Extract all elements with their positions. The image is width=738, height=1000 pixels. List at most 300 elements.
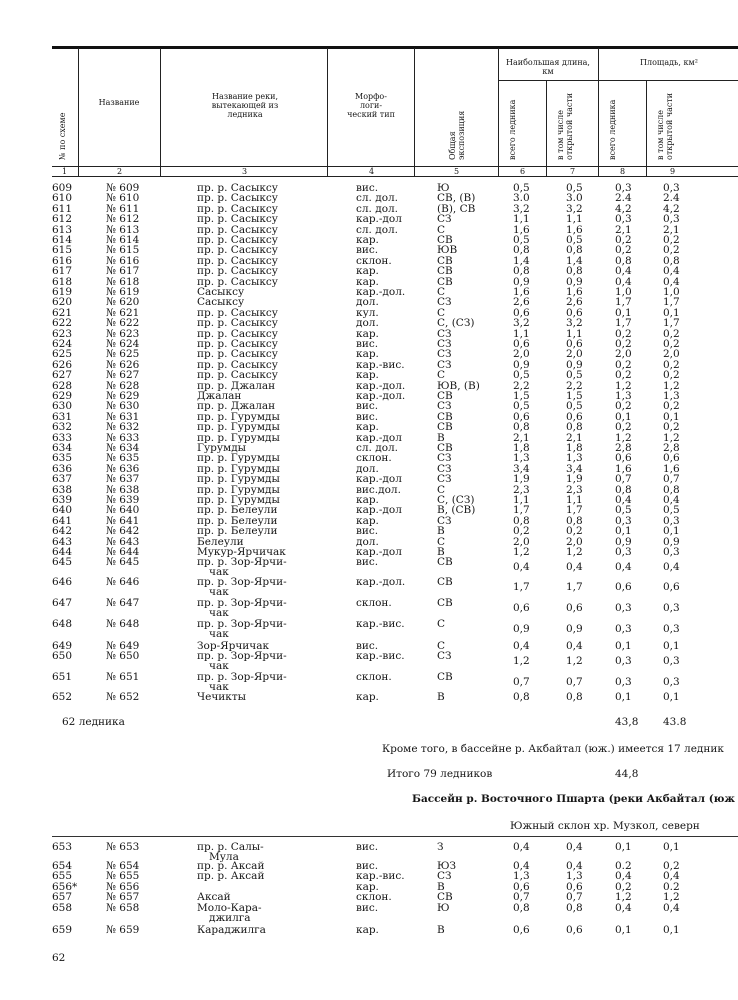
area-open: 0,1	[663, 691, 680, 703]
river-name-line: пр. р. Сасыксу	[197, 213, 278, 225]
row-number: 655	[52, 870, 73, 882]
length-open: 2,1	[566, 432, 583, 444]
glacier-name: № 657	[106, 891, 140, 903]
colnum-6: 6	[520, 167, 526, 176]
length-open: 1,7	[566, 504, 583, 516]
exposure: В	[437, 525, 445, 537]
row-number: 617	[52, 265, 73, 277]
river-name	[197, 318, 278, 328]
river-name-line: пр. р. Гурумды	[197, 421, 280, 433]
morph-type: дол.	[356, 536, 379, 548]
area-open: 0,2	[663, 244, 680, 256]
area-total: 0,6	[615, 452, 632, 464]
area-total: 0,1	[615, 525, 632, 537]
area-open: 0,7	[663, 473, 680, 485]
area-open: 0,1	[663, 307, 680, 319]
area-total: 0,4	[615, 902, 632, 914]
colnum-3: 3	[242, 167, 248, 176]
area-total: 0,2	[615, 328, 632, 340]
glacier-name: № 647	[106, 597, 140, 609]
river-name-line: пр. р. Зор-Ярчи-	[197, 576, 287, 588]
length-total: 1,6	[513, 286, 530, 298]
river-name	[197, 401, 275, 411]
length-total: 2,0	[513, 348, 530, 360]
length-total: 0,5	[513, 234, 530, 246]
basin-note: Кроме того, в бассейне р. Акбайтал (юж.) имеется 17 ледник	[382, 743, 724, 755]
length-open: 0,8	[566, 421, 583, 433]
river-name-line: пр. р. Аксай	[197, 870, 265, 882]
exposure: СЗ	[437, 348, 452, 360]
area-open: 2,1	[663, 224, 680, 236]
length-total: 2,3	[513, 484, 530, 496]
glacier-name: № 628	[106, 380, 140, 392]
area-open: 0,8	[663, 255, 680, 267]
area-total: 0,3	[615, 182, 632, 194]
glacier-name: № 653	[106, 841, 140, 853]
river-name-continuation: чак	[209, 628, 229, 640]
morph-type: кар.-дол	[356, 213, 402, 225]
exposure: З	[437, 841, 444, 853]
river-name-line: пр. р. Сасыксу	[197, 203, 278, 215]
glacier-name: № 655	[106, 870, 140, 882]
area-open: 0,1	[663, 411, 680, 423]
grand-total-label: Итого 79 ледников	[387, 768, 493, 780]
row-number: 652	[52, 691, 73, 703]
area-open: 0,1	[663, 525, 680, 537]
river-name-line: пр. р. Зор-Ярчи-	[197, 671, 287, 683]
length-total: 1,8	[513, 442, 530, 454]
col-divider	[414, 48, 415, 176]
area-total: 0,3	[615, 676, 632, 688]
river-name-continuation: чак	[209, 566, 229, 578]
row-number: 648	[52, 618, 73, 630]
river-name-line: пр. р. Сасыксу	[197, 265, 278, 277]
river-name	[197, 598, 287, 618]
area-total: 0,1	[615, 307, 632, 319]
area-open: 1,2	[663, 432, 680, 444]
length-open: 3,2	[566, 317, 583, 329]
length-total: 0,5	[513, 182, 530, 194]
length-open: 2,0	[566, 536, 583, 548]
morph-type: кар.	[356, 348, 379, 360]
row-number: 637	[52, 473, 73, 485]
river-name-line: Гурумды	[197, 442, 247, 454]
row-number: 629	[52, 390, 73, 402]
river-name-line: пр. р. Сасыксу	[197, 307, 278, 319]
length-open: 3.0	[566, 192, 583, 204]
section-title: Бассейн р. Восточного Пшарта (реки Акбайтал (юж	[412, 793, 736, 805]
area-open: 0,4	[663, 902, 680, 914]
river-name-continuation: чак	[209, 586, 229, 598]
area-open: 0,4	[663, 265, 680, 277]
river-name-line: пр. р. Сасыксу	[197, 224, 278, 236]
exposure: СВ	[437, 234, 453, 246]
exposure: СВ	[437, 390, 453, 402]
row-number: 639	[52, 494, 73, 506]
length-open: 0,9	[566, 359, 583, 371]
glacier-name: № 638	[106, 484, 140, 496]
glacier-name: № 643	[106, 536, 140, 548]
morph-type: дол.	[356, 317, 379, 329]
row-number: 649	[52, 640, 73, 652]
area-total: 0,4	[615, 870, 632, 882]
header-name: Название	[98, 98, 140, 107]
morph-type: вис.	[356, 860, 379, 872]
morph-type: кар.	[356, 881, 379, 893]
row-number: 616	[52, 255, 73, 267]
glacier-name: № 631	[106, 411, 140, 423]
length-open: 0,6	[566, 338, 583, 350]
exposure: СВ	[437, 255, 453, 267]
section-subtitle: Южный склон хр. Музкол, северн	[510, 820, 700, 832]
row-number: 644	[52, 546, 73, 558]
morph-type: склон.	[356, 891, 392, 903]
col-divider	[160, 48, 161, 176]
grand-total-value: 44,8	[615, 768, 639, 780]
area-total: 0,2	[615, 881, 632, 893]
morph-type: сл. дол.	[356, 442, 399, 454]
river-name	[197, 871, 264, 881]
area-open: 0,3	[663, 182, 680, 194]
area-total: 1,2	[615, 380, 632, 392]
exposure: СЗ	[437, 515, 452, 527]
page-number: 62	[52, 952, 66, 964]
area-total: 0,3	[615, 655, 632, 667]
exposure: С	[437, 307, 446, 319]
header-length-open: в том числе открытой части	[556, 92, 574, 160]
length-total: 0,6	[513, 881, 530, 893]
row-number: 650	[52, 650, 73, 662]
exposure: СЗ	[437, 328, 452, 340]
length-total: 2,0	[513, 536, 530, 548]
length-total: 2,2	[513, 380, 530, 392]
glacier-name: № 634	[106, 442, 140, 454]
area-total: 0,4	[615, 561, 632, 573]
area-open: 1,0	[663, 286, 680, 298]
area-open: 0,3	[663, 623, 680, 635]
exposure: ЮЗ	[437, 860, 457, 872]
length-open: 0,6	[566, 411, 583, 423]
river-name-line: Сасыксу	[197, 286, 245, 298]
river-name-line: пр. р. Зор-Ярчи-	[197, 556, 287, 568]
river-name-continuation: чак	[209, 681, 229, 693]
glacier-name: № 626	[106, 359, 140, 371]
length-open: 0,8	[566, 515, 583, 527]
area-open: 0,5	[663, 504, 680, 516]
river-name-line: пр. р. Сасыксу	[197, 192, 278, 204]
exposure: С	[437, 224, 446, 236]
river-name	[197, 266, 278, 276]
row-number: 659	[52, 924, 73, 936]
length-open: 0,2	[566, 525, 583, 537]
length-open: 0,8	[566, 265, 583, 277]
length-open: 1,3	[566, 452, 583, 464]
row-number: 657	[52, 891, 73, 903]
length-open: 0,8	[566, 691, 583, 703]
river-name	[197, 297, 244, 307]
morph-type: кар.-дол.	[356, 286, 406, 298]
length-open: 1,3	[566, 870, 583, 882]
river-name-line: Джалан	[197, 390, 242, 402]
area-open: 0,8	[663, 484, 680, 496]
exposure: СВ	[437, 597, 453, 609]
exposure: ЮВ	[437, 244, 458, 256]
row-number: 630	[52, 400, 73, 412]
area-open: 0,2	[663, 338, 680, 350]
glacier-name: № 652	[106, 691, 140, 703]
morph-type: сл. дол.	[356, 192, 399, 204]
morph-type: кар.-дол.	[356, 576, 406, 588]
length-open: 0,8	[566, 244, 583, 256]
exposure: С	[437, 286, 446, 298]
river-name-line: пр. р. Сасыксу	[197, 359, 278, 371]
length-total: 0,5	[513, 400, 530, 412]
river-name-line: пр. р. Белеули	[197, 515, 278, 527]
river-name-line: Моло-Кара-	[197, 902, 262, 914]
header-area-group: Площадь, км²	[640, 58, 698, 67]
area-total: 0,2	[615, 338, 632, 350]
glacier-name: № 609	[106, 182, 140, 194]
row-number: 627	[52, 369, 73, 381]
river-name-line: пр. р. Гурумды	[197, 494, 280, 506]
river-name-line: Зор-Ярчичак	[197, 640, 270, 652]
morph-type: кар.-вис.	[356, 870, 405, 882]
glacier-name: № 632	[106, 421, 140, 433]
exposure: СВ	[437, 671, 453, 683]
length-open: 0,5	[566, 234, 583, 246]
length-total: 1,1	[513, 494, 530, 506]
length-total: 1,5	[513, 390, 530, 402]
exposure: С	[437, 484, 446, 496]
river-name-line: Белеули	[197, 536, 244, 548]
glacier-name: № 656	[106, 881, 140, 893]
glacier-name: № 646	[106, 576, 140, 588]
exposure: В	[437, 881, 445, 893]
morph-type: кар.	[356, 265, 379, 277]
area-total: 2.4	[615, 192, 632, 204]
area-total: 0,6	[615, 581, 632, 593]
total-open-area: 43.8	[663, 716, 687, 728]
glacier-name: № 612	[106, 213, 140, 225]
exposure: В	[437, 691, 445, 703]
river-name-line: пр. р. Джалан	[197, 400, 276, 412]
area-open: 0,6	[663, 581, 680, 593]
length-open: 3,4	[566, 463, 583, 475]
morph-type: кар.-вис.	[356, 650, 405, 662]
length-total: 0,6	[513, 307, 530, 319]
morph-type: кар.	[356, 421, 379, 433]
exposure: СВ	[437, 276, 453, 288]
length-total: 0,6	[513, 411, 530, 423]
exposure: С	[437, 536, 446, 548]
river-name-line: пр. р. Гурумды	[197, 463, 280, 475]
area-total: 0,2	[615, 400, 632, 412]
river-name-line: Сасыксу	[197, 296, 245, 308]
length-total: 3.0	[513, 192, 530, 204]
river-name	[197, 453, 280, 463]
length-total: 0,5	[513, 369, 530, 381]
exposure: СВ	[437, 442, 453, 454]
area-total: 0,2	[615, 369, 632, 381]
glacier-name: № 642	[106, 525, 140, 537]
row-number: 628	[52, 380, 73, 392]
area-total: 0,4	[615, 265, 632, 277]
row-number: 613	[52, 224, 73, 236]
river-name-line: пр. р. Сасыксу	[197, 328, 278, 340]
length-open: 1,2	[566, 655, 583, 667]
area-open: 1,2	[663, 891, 680, 903]
length-total: 0,6	[513, 924, 530, 936]
length-open: 0,8	[566, 902, 583, 914]
morph-type: вис.	[356, 640, 379, 652]
row-number: 642	[52, 525, 73, 537]
river-name	[197, 370, 278, 380]
glacier-name: № 614	[106, 234, 140, 246]
length-open: 1,6	[566, 286, 583, 298]
length-total: 0,8	[513, 902, 530, 914]
total-area: 43,8	[615, 716, 639, 728]
morph-type: кар.-дол.	[356, 390, 406, 402]
river-name	[197, 214, 278, 224]
row-number: 626	[52, 359, 73, 371]
river-name	[197, 193, 278, 203]
glacier-name: № 644	[106, 546, 140, 558]
row-number: 646	[52, 576, 73, 588]
exposure: ЮВ, (В)	[437, 380, 480, 392]
river-name-continuation: Мула	[209, 851, 239, 863]
river-name-line: Чечикты	[197, 691, 246, 703]
glacier-name: № 622	[106, 317, 140, 329]
morph-type: кар.	[356, 234, 379, 246]
area-total: 0,2	[615, 234, 632, 246]
length-open: 2,2	[566, 380, 583, 392]
glacier-name: № 630	[106, 400, 140, 412]
river-name	[197, 474, 280, 484]
area-total: 0,1	[615, 691, 632, 703]
morph-type: дол.	[356, 296, 379, 308]
morph-type: кар.	[356, 494, 379, 506]
length-open: 1,7	[566, 581, 583, 593]
river-name-line: пр. р. Гурумды	[197, 411, 280, 423]
exposure: СВ	[437, 411, 453, 423]
length-open: 1,1	[566, 213, 583, 225]
river-name-line: Аксай	[197, 891, 231, 903]
length-total: 3,4	[513, 463, 530, 475]
length-open: 0,4	[566, 841, 583, 853]
exposure: СЗ	[437, 400, 452, 412]
river-name	[197, 557, 287, 577]
glacier-name: № 627	[106, 369, 140, 381]
river-name	[197, 903, 262, 923]
morph-type: кар.-дол	[356, 504, 402, 516]
length-total: 2,6	[513, 296, 530, 308]
glacier-name: № 621	[106, 307, 140, 319]
glacier-name: № 620	[106, 296, 140, 308]
length-total: 2,1	[513, 432, 530, 444]
river-name	[197, 349, 278, 359]
header-length-total: всего ледника	[508, 99, 517, 160]
length-total: 1,7	[513, 581, 530, 593]
col-divider	[646, 80, 647, 176]
glacier-name: № 629	[106, 390, 140, 402]
row-number: 638	[52, 484, 73, 496]
area-open: 2,0	[663, 348, 680, 360]
area-open: 0,2	[663, 400, 680, 412]
river-name-line: пр. р. Сасыксу	[197, 369, 278, 381]
header-exposure: Общая экспозиция	[448, 110, 466, 160]
exposure: С	[437, 618, 446, 630]
exposure: СЗ	[437, 473, 452, 485]
length-open: 0,5	[566, 182, 583, 194]
morph-type: кар.	[356, 515, 379, 527]
glacier-name: № 641	[106, 515, 140, 527]
length-total: 0,8	[513, 265, 530, 277]
area-open: 0,3	[663, 515, 680, 527]
area-open: 0,2	[663, 860, 680, 872]
river-name-line: пр. р. Сасыксу	[197, 276, 278, 288]
length-open: 1,6	[566, 224, 583, 236]
length-total: 1,7	[513, 504, 530, 516]
length-open: 2,0	[566, 348, 583, 360]
morph-type: кар.-вис.	[356, 359, 405, 371]
length-total: 0,4	[513, 561, 530, 573]
river-name	[197, 842, 264, 862]
river-name-continuation: чак	[209, 660, 229, 672]
exposure: В	[437, 432, 445, 444]
length-total: 0,8	[513, 691, 530, 703]
row-number: 611	[52, 203, 73, 215]
morph-type: дол.	[356, 463, 379, 475]
area-total: 1,0	[615, 286, 632, 298]
morph-type: кар.	[356, 691, 379, 703]
exposure: СЗ	[437, 296, 452, 308]
area-total: 2,8	[615, 442, 632, 454]
area-open: 0,9	[663, 536, 680, 548]
area-open: 0,6	[663, 452, 680, 464]
area-open: 0,4	[663, 276, 680, 288]
length-open: 0,5	[566, 400, 583, 412]
morph-type: кар.-дол	[356, 546, 402, 558]
river-name	[197, 422, 280, 432]
colnum-2: 2	[117, 167, 123, 176]
river-name-line: пр. р. Сасыксу	[197, 255, 278, 267]
exposure: В, (СВ)	[437, 504, 476, 516]
river-name-line: пр. р. Гурумды	[197, 473, 280, 485]
river-name-line: пр. р. Аксай	[197, 860, 265, 872]
morph-type: вис.	[356, 525, 379, 537]
row-number: 656*	[52, 881, 78, 893]
glacier-name: № 651	[106, 671, 140, 683]
area-open: 1,3	[663, 390, 680, 402]
length-total: 0,2	[513, 525, 530, 537]
row-number: 632	[52, 421, 73, 433]
morph-type: вис.дол.	[356, 484, 401, 496]
area-total: 0,3	[615, 623, 632, 635]
area-total: 0,5	[615, 504, 632, 516]
area-total: 0,1	[615, 411, 632, 423]
row-number: 612	[52, 213, 73, 225]
area-open: 0,3	[663, 213, 680, 225]
exposure: СЗ	[437, 870, 452, 882]
river-name	[197, 526, 277, 536]
glacier-name: № 636	[106, 463, 140, 475]
glacier-name: № 640	[106, 504, 140, 516]
colnum-9: 9	[670, 167, 676, 176]
glacier-name: № 639	[106, 494, 140, 506]
row-number: 643	[52, 536, 73, 548]
morph-type: кар.-вис.	[356, 618, 405, 630]
row-number: 618	[52, 276, 73, 288]
